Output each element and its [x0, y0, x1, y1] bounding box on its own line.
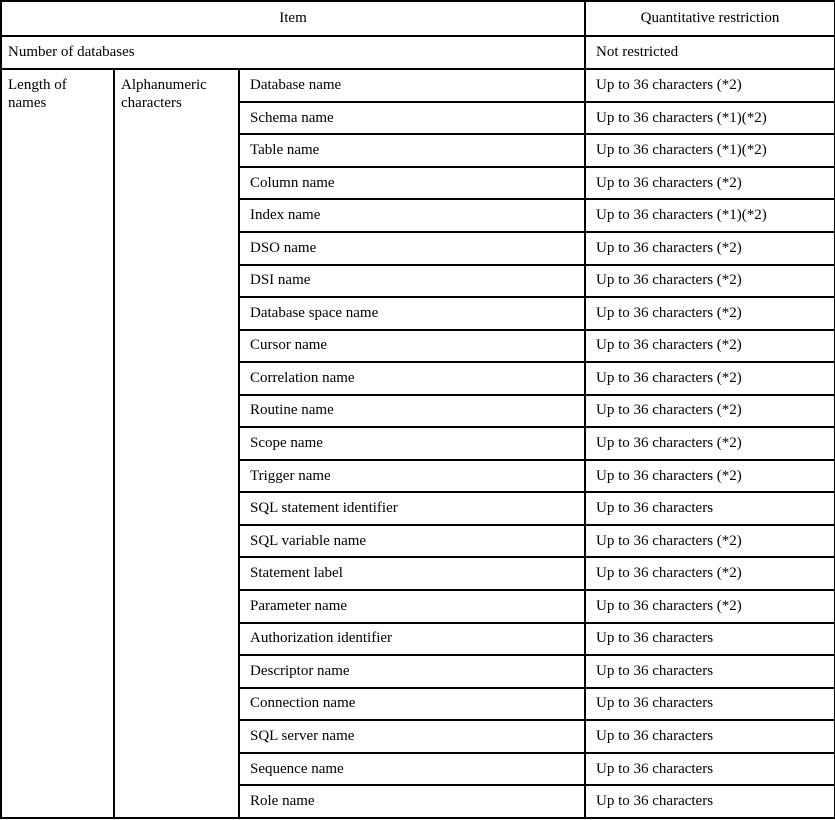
header-row — [1, 1, 835, 36]
item-name: Correlation name — [239, 362, 585, 395]
item-name: Cursor name — [239, 330, 585, 363]
item-restriction: Up to 36 characters — [585, 688, 835, 721]
item-name: Schema name — [239, 102, 585, 135]
item-name: DSO name — [239, 232, 585, 265]
item-name: DSI name — [239, 265, 585, 298]
alphanumeric-characters-label: Alphanumeric characters — [114, 69, 239, 818]
number-of-databases-label: Number of databases — [1, 36, 585, 69]
item-name: Sequence name — [239, 753, 585, 786]
item-name: Authorization identifier — [239, 623, 585, 656]
item-restriction: Up to 36 characters (*1)(*2) — [585, 199, 835, 232]
item-name: Column name — [239, 167, 585, 200]
item-name: SQL variable name — [239, 525, 585, 558]
item-name: SQL statement identifier — [239, 492, 585, 525]
item-restriction: Up to 36 characters (*1)(*2) — [585, 134, 835, 167]
item-restriction: Up to 36 characters (*2) — [585, 297, 835, 330]
item-name: SQL server name — [239, 720, 585, 753]
item-name: Parameter name — [239, 590, 585, 623]
item-name: Index name — [239, 199, 585, 232]
item-restriction: Up to 36 characters (*2) — [585, 557, 835, 590]
item-restriction: Up to 36 characters — [585, 623, 835, 656]
item-restriction: Up to 36 characters (*2) — [585, 69, 835, 102]
table-row — [1, 69, 835, 102]
item-name: Database name — [239, 69, 585, 102]
item-name: Statement label — [239, 557, 585, 590]
header-quantitative-restriction: Quantitative restriction — [585, 1, 835, 36]
item-restriction: Up to 36 characters (*2) — [585, 167, 835, 200]
item-name: Descriptor name — [239, 655, 585, 688]
item-restriction: Up to 36 characters (*2) — [585, 525, 835, 558]
item-restriction: Up to 36 characters (*1)(*2) — [585, 102, 835, 135]
item-restriction: Up to 36 characters — [585, 720, 835, 753]
item-name: Connection name — [239, 688, 585, 721]
item-restriction: Up to 36 characters (*2) — [585, 590, 835, 623]
item-name: Trigger name — [239, 460, 585, 493]
header-item: Item — [1, 1, 585, 36]
item-restriction: Up to 36 characters (*2) — [585, 362, 835, 395]
item-restriction: Up to 36 characters (*2) — [585, 427, 835, 460]
item-restriction: Up to 36 characters (*2) — [585, 460, 835, 493]
number-of-databases-row — [1, 36, 835, 69]
item-name: Table name — [239, 134, 585, 167]
item-restriction: Up to 36 characters — [585, 753, 835, 786]
number-of-databases-value: Not restricted — [585, 36, 835, 69]
item-name: Scope name — [239, 427, 585, 460]
item-restriction: Up to 36 characters (*2) — [585, 330, 835, 363]
item-restriction: Up to 36 characters (*2) — [585, 395, 835, 428]
item-restriction: Up to 36 characters — [585, 785, 835, 818]
length-of-names-label: Length of names — [1, 69, 114, 818]
item-restriction: Up to 36 characters — [585, 655, 835, 688]
item-name: Role name — [239, 785, 585, 818]
item-restriction: Up to 36 characters — [585, 492, 835, 525]
item-name: Routine name — [239, 395, 585, 428]
item-restriction: Up to 36 characters (*2) — [585, 232, 835, 265]
item-name: Database space name — [239, 297, 585, 330]
item-restriction: Up to 36 characters (*2) — [585, 265, 835, 298]
